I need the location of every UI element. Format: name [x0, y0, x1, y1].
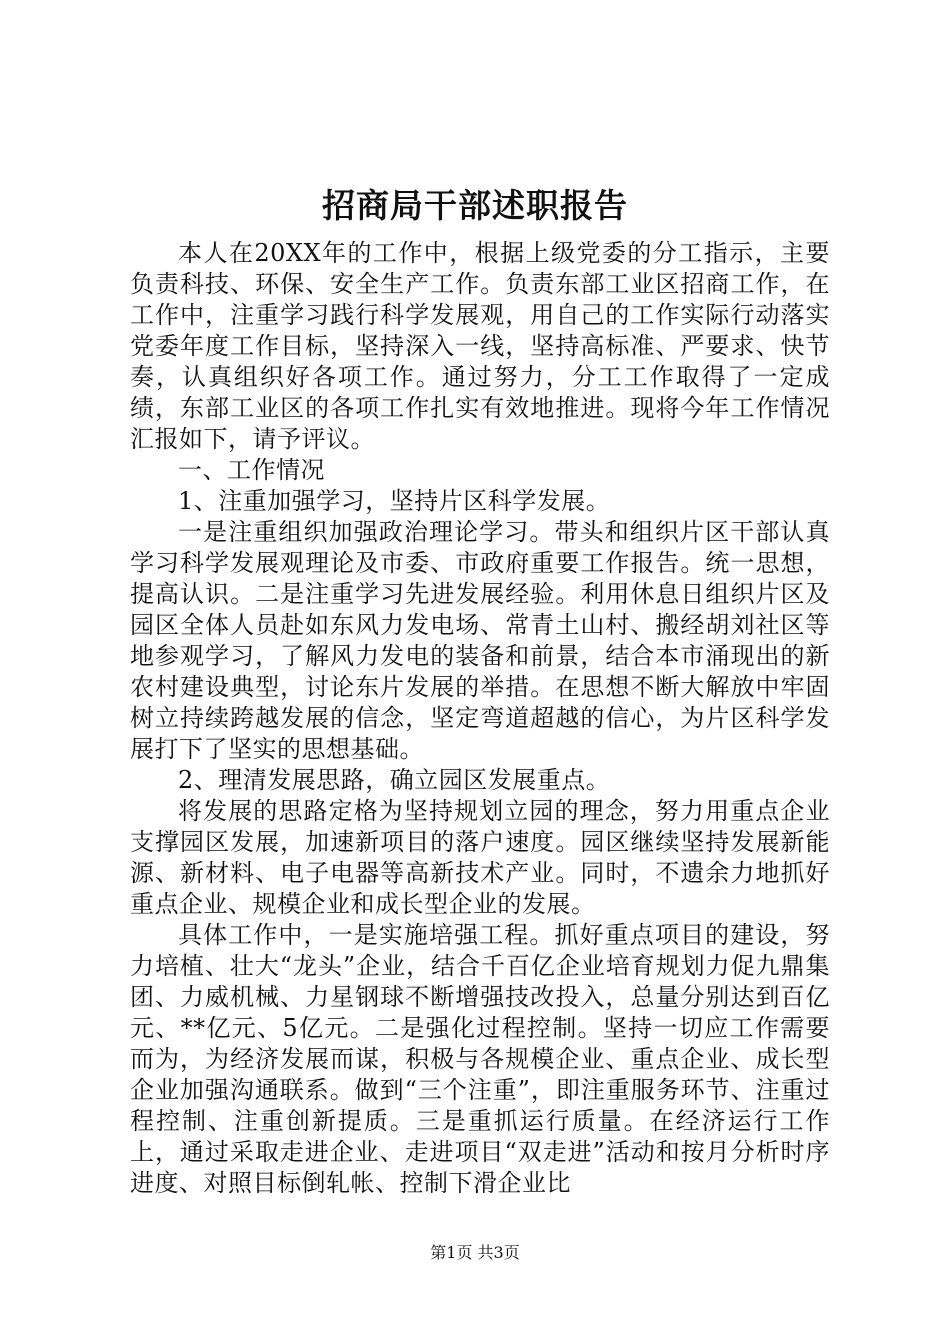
section-heading-work: 一、工作情况 [178, 456, 325, 484]
document-body [130, 238, 830, 1199]
paragraph-development: 将发展的思路定格为坚持规划立园的理念，努力用重点企业支撑园区发展，加速新项目的落户速度。园区继续坚持发展新能源、新材料、电子电器等高新技术产业。同时，不遗余力地抓好重点企业、规模企业和成长型企业的发展。 [130, 797, 830, 918]
subheading-development: 2、理清发展思路，确立园区发展重点。 [178, 766, 611, 794]
paragraph-intro: 本人在20XX年的工作中，根据上级党委的分工指示，主要负责科技、环保、安全生产工作。负责东部工业区招商工作，在工作中，注重学习践行科学发展观，用自己的工作实际行动落实党委年度工作目标，坚持深入一线，坚持高标准、严要求、快节奏，认真组织好各项工作。通过努力，分工工作取得了一定成绩，东部工业区的各项工作扎实有效地推进。现将今年工作情况汇报如下，请予评议。 [130, 239, 830, 453]
paragraph-specific-work: 具体工作中，一是实施培强工程。抓好重点项目的建设，努力培植、壮大“龙头”企业，结合千百亿企业培育规划力促九鼎集团、力威机械、力星钢球不断增强技改投入，总量分别达到百亿元、**亿元、5亿元。二是强化过程控制。坚持一切应工作需要而为，为经济发展而谋，积极与各规模企业、重点企业、成长型企业加强沟通联系。做到“三个注重”，即注重服务环节、注重过程控制、注重创新提质。三是重抓运行质量。在经济运行工作上，通过采取走进企业、走进项目“双走进”活动和按月分析时序进度、对照目标倒轧帐、控制下滑企业比 [130, 921, 830, 1197]
document-title: 招商局干部述职报告 [322, 186, 628, 225]
subheading-study: 1、注重加强学习，坚持片区科学发展。 [178, 487, 611, 515]
paragraph-study: 一是注重组织加强政治理论学习。带头和组织片区干部认真学习科学发展观理论及市委、市政府重要工作报告。统一思想，提高认识。二是注重学习先进发展经验。利用休息日组织片区及园区全体人员赴如东风力发电场、常青土山村、搬经胡刘社区等地参观学习，了解风力发电的装备和前景，结合本市涌现出的新农村建设典型，讨论东片发展的举措。在思想不断大解放中牢固树立持续跨越发展的信念，坚定弯道超越的信心，为片区科学发展打下了坚实的思想基础。 [130, 518, 830, 763]
page-footer: 第1页 共3页 [430, 1243, 520, 1262]
